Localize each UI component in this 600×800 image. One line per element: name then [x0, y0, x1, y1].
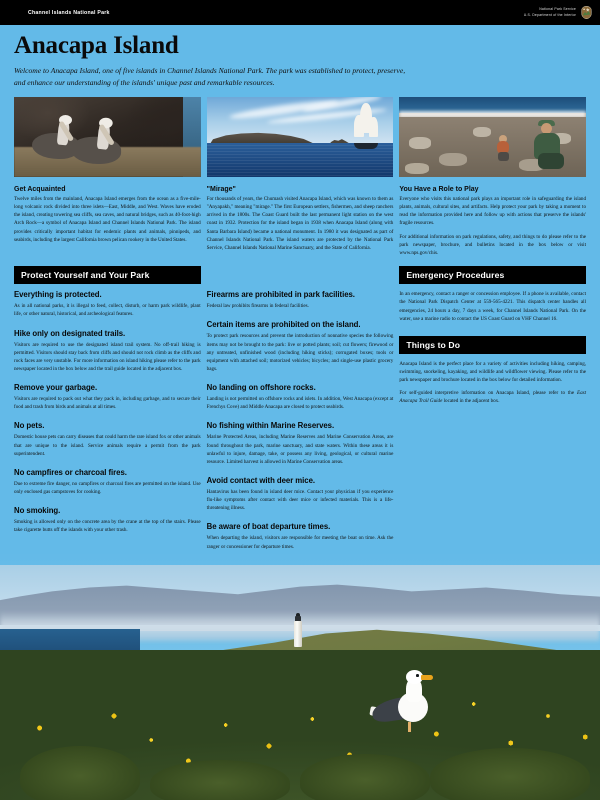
caption-heading: You Have a Role to Play	[399, 185, 479, 193]
rule-body: As in all national parks, it is illegal to feed, collect, disturb, or harm park wildlife, plant life, or other natural, historical, and archeological features.	[14, 303, 201, 318]
rule-body: Hantavirus has been found in island deer mice. Contact your physician if you experience flu-like symptoms after contact with deer mice or infected materials. This is a life-threatening illness.	[206, 488, 394, 512]
top-photo-row	[14, 97, 586, 177]
caption-paragraph: Everyone who visits this national park plays an important role in safeguarding the island plants, animals, cultural sites, and artifacts. Help protect your park by taking a moment to read the information provided here and follow up with actions that preserve the islands' fragile resources.	[399, 195, 587, 227]
anacapa-arch-rock-photo	[207, 97, 394, 177]
rule-no-campfires	[14, 468, 201, 496]
trail-guide-title: East Anacapa Trail Guide	[399, 390, 587, 405]
information-columns	[14, 266, 586, 560]
rule-no-pets	[14, 421, 201, 457]
column-right	[399, 266, 586, 405]
rule-body: Visitors are required to pack out what they pack in, including garbage, and to secure their food and trash from birds and animals at all times.	[14, 396, 201, 411]
rule-heading: Be aware of boat departure times.	[206, 522, 331, 532]
rule-avoid-deer-mice	[207, 476, 394, 512]
section-header-things-to-do: Things to Do	[399, 336, 586, 354]
rule-body: To protect park resources and prevent the introduction of nonnative species the following items may not be brought to the park: live or potted plants; soil; cut flowers; firewood or any untreated, unfinished wood (including hiking sticks); corrugated boxes; tools or equipment with attached soil; motorized vehicles; bicycles; and single-use plastic grocery bags.	[206, 333, 394, 372]
rule-boat-departure-times	[207, 522, 394, 550]
brown-pelicans-photo	[14, 97, 201, 177]
rule-body: Domestic house pets can carry diseases that could harm the rare island fox or other animals that are unique to the island. Service animals require a permit from the park superintendent.	[14, 434, 201, 457]
rule-heading: No fishing within Marine Reserves.	[206, 421, 335, 431]
rule-remove-your-garbage	[14, 383, 201, 411]
park-ranger-figure	[530, 119, 564, 169]
rule-heading: No smoking.	[14, 506, 61, 516]
caption-paragraph-2: For additional information on park regulations, safety, and things to do please refer to the park newspaper, brochure, and bulletins located in the box below or visit www.nps.gov/chis.	[399, 233, 587, 257]
rule-firearms-prohibited	[207, 290, 394, 310]
tall-ship	[353, 103, 379, 149]
rule-heading: No pets.	[14, 421, 45, 431]
ttd-pre: For self-guided interpretive information on Anacapa Island, please refer to the	[399, 390, 577, 397]
photo-captions-row	[14, 186, 586, 258]
emergency-body: In an emergency, contact a ranger or concession employee. If a phone is available, contact the National Park Dispatch Center at 559-565-4221. This dispatch center handles all emergencies, 24 hours a day, 7 days a week, for Channel Islands National Park. On the water, use a marine radio to contact the US Coast Guard on VHF Channel 16.	[399, 291, 587, 322]
caption-paragraph: For thousands of years, the Chumash visited Anacapa Island, which was known to them as "Anyapakh," meaning "mirage." The first European settlers, fishermen, and sheep ranchers arrived in the 1800s. The Coast Guard built the last permanent light station on the west coast in 1932. Protection for the island began in 1938 when Anacapa Island (along with Santa Barbara Island) became a national monument. In 1980 it was designated as part of Channel Islands National Park. The island waters are protected by the National Park Service, Channel Islands National Marine Sanctuary, and the State of California.	[206, 195, 394, 252]
anacapa-lighthouse-coreopsis-gull-photo	[0, 565, 600, 800]
caption-you-have-a-role-to-play	[399, 186, 586, 258]
ranger-and-child-beach-photo	[399, 97, 586, 177]
rule-certain-items-prohibited	[207, 320, 394, 373]
rule-no-smoking	[14, 506, 201, 534]
page-subtitle: Welcome to Anacapa Island, one of five islands in Channel Islands National Park. The park was established to protect, preserve, and enhance our understanding of the islands' unique past and remarkable resources.	[14, 66, 406, 87]
rule-body: Visitors are required to use the designated island trail system. No off-trail hiking is permitted. Visitors should stay back from cliffs and should not rock climb as the cliffs and rock faces are very unstable. For more information on island hiking please refer to the park newspaper located in the box below and the trail guide located in the adjacent box.	[14, 341, 201, 372]
child-figure	[495, 135, 511, 161]
rule-body: Marine Protected Areas, including Marine Reserves and Marine Conservation Areas, are found throughout the park, marine sanctuary, and state waters. Within these areas it is unlawful to injure, damage, take, or possess any living, geological, or cultural marine resource. Limited harvest is allowed in Marine Conservation areas.	[206, 434, 394, 465]
agency-line-1: National Park Service	[539, 7, 576, 12]
rule-body: When departing the island, visitors are responsible for meeting the boat on time. Ask the ranger or concessioner for departure times.	[206, 535, 394, 550]
things-to-do-paragraph-2	[399, 389, 586, 405]
section-header-emergency: Emergency Procedures	[399, 266, 586, 284]
caption-heading: "Mirage"	[206, 185, 236, 193]
rule-heading: No landing on offshore rocks.	[206, 383, 316, 393]
western-gull	[372, 668, 436, 734]
pelican-right	[71, 122, 126, 164]
rule-hike-only-on-designated-trails	[14, 329, 201, 374]
ttd-post: located in the adjacent box.	[442, 398, 500, 405]
rule-heading: Everything is protected.	[14, 290, 102, 300]
things-to-do-paragraph-1: Anacapa Island is the perfect place for a variety of activities including hiking, camping, swimming, snorkeling, kayaking, and wildlife and wildflower viewing. Please refer to the park newspaper and brochure located in the box below for detailed information.	[399, 360, 587, 384]
rule-heading: Firearms are prohibited in park facilities.	[206, 290, 355, 300]
caption-get-acquainted	[14, 186, 201, 258]
rule-heading: Hike only on designated trails.	[14, 328, 126, 338]
rule-everything-is-protected	[14, 290, 201, 318]
rule-no-landing-offshore-rocks	[207, 383, 394, 411]
park-name-label: Channel Islands National Park	[28, 9, 110, 16]
agency-line-2: U.S. Department of the Interior	[523, 12, 576, 17]
section-header-protect: Protect Yourself and Your Park	[14, 266, 201, 284]
caption-mirage	[207, 186, 394, 258]
rule-heading: Remove your garbage.	[14, 383, 98, 393]
nps-identity-bar	[0, 0, 600, 25]
rule-body: Landing is not permitted on offshore rocks and islets. In addition, West Anacapa (except at Frenchys Cove) and Middle Anacapa are closed to protect seabirds.	[206, 396, 394, 411]
rule-heading: No campfires or charcoal fires.	[14, 467, 127, 477]
caption-heading: Get Acquainted	[14, 185, 66, 193]
rule-no-fishing-marine-reserves	[207, 421, 394, 466]
column-protect-middle	[207, 266, 394, 560]
rule-body: Federal law prohibits firearms in federal facilities.	[206, 303, 309, 310]
nps-arrowhead-logo-icon	[581, 6, 592, 19]
nps-agency-block	[524, 6, 592, 19]
anacapa-lighthouse	[292, 613, 304, 647]
agency-text	[524, 7, 576, 17]
rule-body: Smoking is allowed only on the concrete area by the crane at the top of the stairs. Please take cigarette butts off the islands with your other trash.	[14, 519, 201, 534]
rule-body: Due to extreme fire danger, no campfires or charcoal fires are permitted on the island. Use only enclosed gas campstoves for cooking.	[14, 480, 201, 495]
rule-heading: Avoid contact with deer mice.	[206, 475, 315, 485]
page-title: Anacapa Island	[14, 32, 179, 59]
column-protect-left	[14, 266, 201, 544]
rule-heading: Certain items are prohibited on the island.	[206, 320, 361, 330]
caption-paragraph: Twelve miles from the mainland, Anacapa Island emerges from the ocean as a five-mile-long volcanic rock divided into three islets—East, Middle, and West. Waves have eroded the island, creating towering sea cliffs, sea caves, and natural bridges, such as 40-foot-high Arch Rock—a symbol of Anacapa Island and Channel Islands National Park. The island provides critically important habitat for endemic plants and animals, pinnipeds, and seabirds, including the largest California brown pelican rookery in the United States.	[14, 195, 201, 243]
